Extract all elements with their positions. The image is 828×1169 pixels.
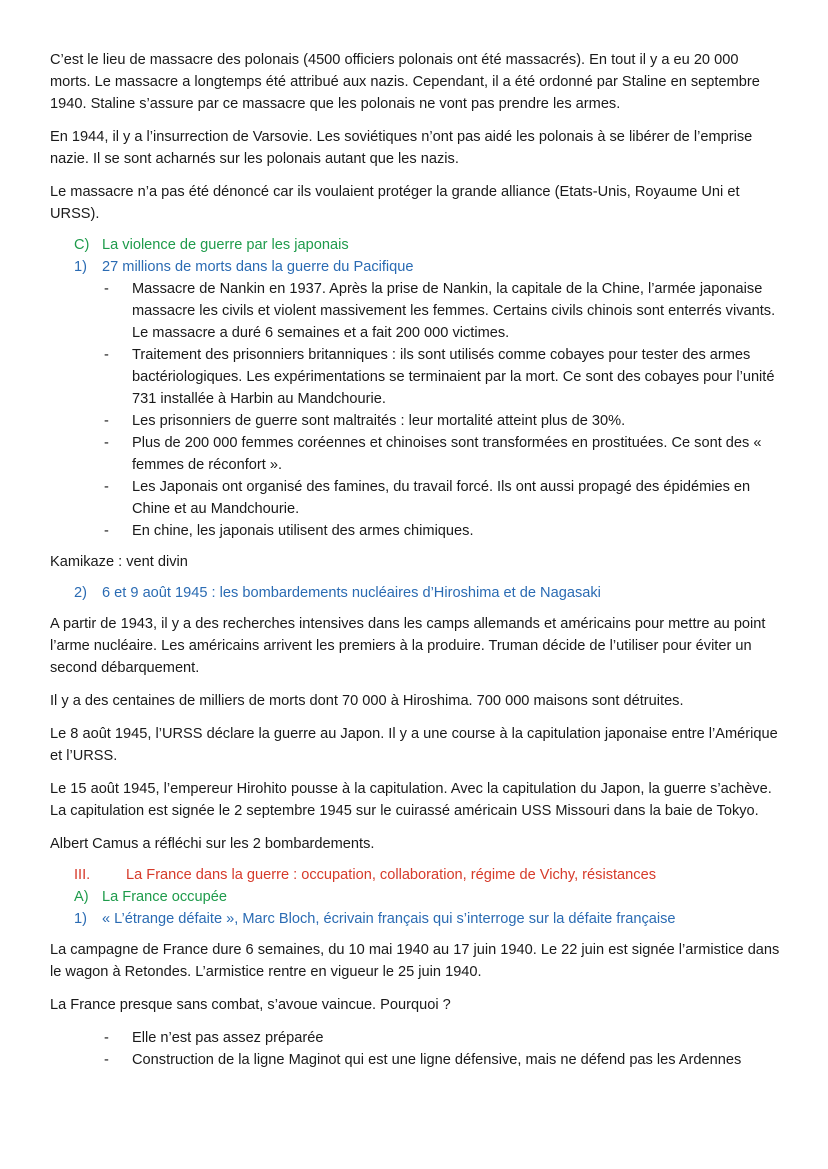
heading-number: 2)	[74, 585, 87, 601]
paragraph-camus: Albert Camus a réfléchi sur les 2 bombardements.	[50, 836, 375, 852]
paragraph-capitulation: Le 15 août 1945, l’empereur Hirohito pousse à la capitulation. Avec la capitulation du Japon, la guerre s’achève. La capitulation est signée le 2 septembre 1945 sur le cuirassé américain USS Missouri dans la baie de Tokyo.	[50, 781, 772, 819]
heading-section-c-1	[50, 256, 780, 278]
list-item: - Construction de la ligne Maginot qui est une ligne défensive, mais ne défend pas les Ardennes	[104, 1049, 780, 1071]
heading-section-c-2	[50, 582, 780, 604]
list-item: - Plus de 200 000 femmes coréennes et chinoises sont transformées en prostituées. Ce sont des « femmes de réconfort ».	[104, 432, 780, 476]
paragraph-varsovie: En 1944, il y a l’insurrection de Varsovie. Les soviétiques n’ont pas aidé les polonais à se libérer de l’emprise nazie. Il se sont acharnés sur les polonais autant que les nazis.	[50, 129, 753, 167]
list-item: - Les Japonais ont organisé des famines, du travail forcé. Ils ont aussi propagé des épidémies en Chine et au Mandchourie.	[104, 476, 780, 520]
heading-title: « L’étrange défaite », Marc Bloch, écrivain français qui s’interroge sur la défaite française	[102, 911, 676, 927]
heading-title: La France dans la guerre : occupation, collaboration, régime de Vichy, résistances	[126, 867, 656, 883]
list-item: - Traitement des prisonniers britanniques : ils sont utilisés comme cobayes pour tester des armes bactériologiques. Les expérimentations se terminaient par la mort. Ce sont des cobayes pour l’unité 731 installée à Harbin au Mandchourie.	[104, 344, 780, 410]
heading-title: La France occupée	[102, 889, 227, 905]
paragraph-nuclear-research: A partir de 1943, il y a des recherches intensives dans les camps allemands et américains pour mettre au point l’arme nucléaire. Les américains arrivent les premiers à la produire. Truman décide de l’utiliser pour éviter un second débarquement.	[50, 616, 766, 676]
list-item: - Elle n’est pas assez préparée	[104, 1027, 780, 1049]
heading-number: 1)	[74, 911, 87, 927]
heading-section-iii	[50, 864, 780, 886]
heading-number: 1)	[74, 259, 87, 275]
bullet-list-france	[50, 1027, 780, 1071]
heading-number: III.	[74, 867, 91, 883]
heading-section-iii-a	[50, 886, 780, 908]
heading-number: A)	[74, 889, 89, 905]
paragraph-urss-war: Le 8 août 1945, l’URSS déclare la guerre au Japon. Il y a une course à la capitulation japonaise entre l’Amérique et l’URSS.	[50, 726, 778, 764]
paragraph-vaincue: La France presque sans combat, s’avoue vaincue. Pourquoi ?	[50, 997, 451, 1013]
list-item: - Les prisonniers de guerre sont maltraités : leur mortalité atteint plus de 30%.	[104, 410, 780, 432]
list-item: - En chine, les japonais utilisent des armes chimiques.	[104, 520, 780, 542]
heading-section-iii-a-1	[50, 908, 780, 930]
heading-section-c	[50, 234, 780, 256]
heading-title: 6 et 9 août 1945 : les bombardements nucléaires d’Hiroshima et de Nagasaki	[102, 585, 601, 601]
heading-number: C)	[74, 237, 90, 253]
bullet-list-japan	[50, 278, 780, 542]
document-page	[50, 49, 780, 1080]
paragraph-kamikaze: Kamikaze : vent divin	[50, 554, 188, 570]
list-item: - Massacre de Nankin en 1937. Après la prise de Nankin, la capitale de la Chine, l’armée japonaise massacre les civils et violent massivement les femmes. Certains civils chinois sont enterrés vivants. Le massacre a duré 6 semaines et a fait 200 000 victimes.	[104, 278, 780, 344]
heading-title: 27 millions de morts dans la guerre du Pacifique	[102, 259, 414, 275]
paragraph-campagne-france: La campagne de France dure 6 semaines, du 10 mai 1940 au 17 juin 1940. Le 22 juin est signée l’armistice dans le wagon à Retondes. L’armistice rentre en vigueur le 25 juin 1940.	[50, 942, 780, 980]
paragraph-hiroshima-deaths: Il y a des centaines de milliers de morts dont 70 000 à Hiroshima. 700 000 maisons sont détruites.	[50, 693, 684, 709]
paragraph-katyn: C’est le lieu de massacre des polonais (4500 officiers polonais ont été massacrés). En tout il y a eu 20 000 morts. Le massacre a longtemps été attribué aux nazis. Cependant, il a été ordonné par Staline en septembre 1940. Staline s’assure par ce massacre que les polonais ne vont pas prendre les armes.	[50, 52, 760, 112]
heading-title: La violence de guerre par les japonais	[102, 237, 349, 253]
paragraph-alliance: Le massacre n’a pas été dénoncé car ils voulaient protéger la grande alliance (Etats-Unis, Royaume Uni et URSS).	[50, 184, 740, 222]
